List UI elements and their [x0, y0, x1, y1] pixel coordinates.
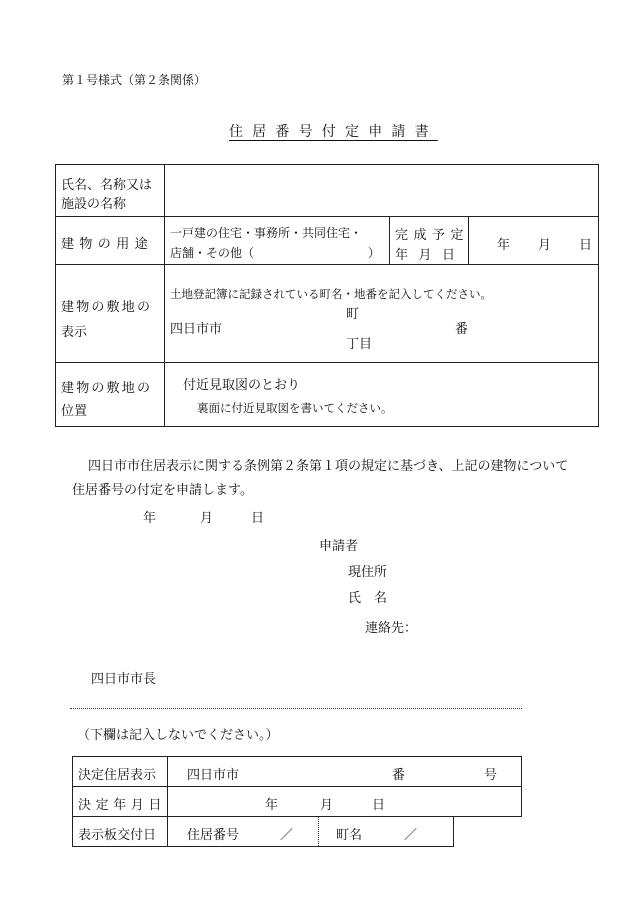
form-number: 第１号様式（第２条関係）	[62, 73, 207, 87]
body-text-line2: 住居番号の付定を申請します。	[72, 483, 253, 498]
completion-label-line2: 年月日	[395, 248, 466, 263]
plate-town-name: 町名	[336, 828, 363, 843]
decided-address-ban: 番	[392, 768, 406, 783]
site-machi: 町	[346, 307, 360, 322]
completion-year-unit: 年	[497, 238, 511, 253]
site-chome: 丁目	[346, 337, 373, 352]
location-label-line2: 位置	[61, 404, 88, 419]
applicant-name-label: 氏 名	[348, 591, 388, 606]
use-options-close: ）	[368, 246, 381, 260]
date-month-unit: 月	[200, 511, 214, 526]
name-field[interactable]	[168, 168, 594, 212]
page-title: 住居番号付定申請書	[229, 124, 438, 140]
location-text: 付近見取図のとおり	[183, 378, 301, 393]
site-label-line1: 建物の敷地の	[61, 300, 153, 315]
plate-house-number-slash: ／	[280, 828, 294, 843]
name-label-line2: 施設の名称	[61, 197, 127, 212]
use-options-line1: 一戸建の住宅・事務所・共同住宅・	[170, 226, 363, 240]
site-label-line2: 表示	[61, 325, 88, 340]
completion-month-unit: 月	[538, 238, 552, 253]
location-note: 裏面に付近見取図を書いてください。	[197, 401, 393, 415]
use-other-field[interactable]	[272, 241, 372, 259]
name-label-line1: 氏名、名称又は	[61, 178, 153, 193]
use-options-line2: 店舗・その他（	[170, 246, 255, 260]
date-day-unit: 日	[251, 511, 265, 526]
plate-issue-label: 表示板交付日	[78, 828, 157, 843]
applicant-heading: 申請者	[319, 539, 359, 554]
decided-date-label: 決定年月日	[78, 798, 167, 813]
plate-town-name-slash: ／	[404, 828, 418, 843]
decided-date-month: 月	[320, 798, 334, 813]
decided-date-year: 年	[265, 798, 279, 813]
date-year-unit: 年	[143, 511, 157, 526]
site-ban: 番	[455, 322, 469, 337]
completion-day-unit: 日	[579, 238, 593, 253]
applicant-contact-label: 連絡先：	[365, 621, 418, 636]
applicant-address-label: 現住所	[348, 565, 388, 580]
body-text-line1: 四日市市住居表示に関する条例第２条第１項の規定に基づき、上記の建物について	[88, 459, 569, 474]
completion-label-line1: 完成予定	[395, 228, 470, 243]
office-use-note: （下欄は記入しないでください。）	[77, 728, 279, 743]
decided-address-city: 四日市市	[187, 768, 240, 783]
dotted-divider	[70, 708, 522, 709]
site-note: 土地登記簿に記録されている町名・地番を記入してください。	[170, 287, 492, 301]
decided-address-go: 号	[484, 768, 498, 783]
decided-date-day: 日	[372, 798, 386, 813]
addressee: 四日市市長	[91, 672, 157, 687]
site-city: 四日市市	[170, 322, 223, 337]
decided-address-label: 決定住居表示	[78, 768, 157, 783]
dotted-separator	[318, 816, 319, 846]
plate-house-number: 住居番号	[187, 828, 240, 843]
location-label-line1: 建物の敷地の	[61, 381, 153, 396]
use-label: 建物の用途	[61, 237, 154, 252]
